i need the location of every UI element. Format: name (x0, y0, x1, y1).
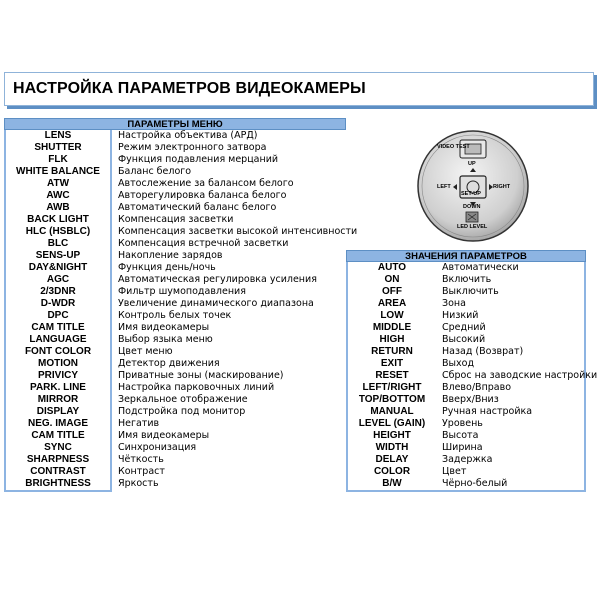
menu-row-key: DISPLAY (36, 406, 80, 417)
menu-row (4, 406, 354, 418)
value-row-key: WIDTH (375, 442, 409, 453)
value-row (346, 358, 586, 370)
joystick-label-right: RIGHT (493, 184, 511, 190)
menu-row (4, 190, 354, 202)
values-header: ЗНАЧЕНИЯ ПАРАМЕТРОВ (346, 250, 586, 262)
menu-row-key: FONT COLOR (24, 346, 92, 357)
menu-row-value: Детектор движения (118, 358, 220, 369)
value-row-value: Цвет (442, 466, 467, 477)
menu-row (4, 166, 354, 178)
menu-row-key: CAM TITLE (31, 430, 85, 441)
menu-row (4, 298, 354, 310)
value-row-key: RETURN (371, 346, 413, 357)
menu-row-value: Синхронизация (118, 442, 197, 453)
joystick-label-video-test: VIDEO TEST (437, 144, 470, 150)
menu-row-value: Чёткость (118, 454, 164, 465)
menu-row-value: Зеркальное отображение (118, 394, 248, 405)
menu-row (4, 466, 354, 478)
menu-row-value: Выбор языка меню (118, 334, 213, 345)
value-row (346, 334, 586, 346)
value-row-value: Включить (442, 274, 492, 285)
menu-row-value: Настройка объектива (АРД) (118, 130, 258, 141)
value-row (346, 418, 586, 430)
menu-row (4, 202, 354, 214)
joystick-label-down: DOWN (463, 204, 481, 210)
value-row-value: Высота (442, 430, 479, 441)
value-row-value: Средний (442, 322, 486, 333)
menu-row-key: D-WDR (40, 298, 76, 309)
menu-row-value: Режим электронного затвора (118, 142, 267, 153)
value-row-value: Низкий (442, 310, 479, 321)
value-row (346, 442, 586, 454)
menu-row-key: MOTION (38, 358, 78, 369)
menu-row-key: NEG. IMAGE (27, 418, 88, 429)
menu-row-key: DPC (47, 310, 69, 321)
menu-row-value: Имя видеокамеры (118, 322, 210, 333)
menu-row (4, 310, 354, 322)
menu-row-key: AWC (46, 190, 70, 201)
menu-row-value: Автослежение за балансом белого (118, 178, 294, 189)
menu-row-key: BLC (47, 238, 69, 249)
menu-row-key: CAM TITLE (31, 322, 85, 333)
joystick-label-setup: SET-UP (461, 191, 481, 197)
menu-row-value: Компенсация встречной засветки (118, 238, 289, 249)
menu-row-key: AWB (46, 202, 70, 213)
value-row-value: Сброс на заводские настройки (442, 370, 598, 381)
menu-row-value: Компенсация засветки высокой интенсивности (118, 226, 358, 237)
menu-row-key: LENS (44, 130, 72, 141)
menu-row-key: SHARPNESS (26, 454, 90, 465)
value-row-value: Ручная настройка (442, 406, 533, 417)
menu-row (4, 418, 354, 430)
value-row (346, 310, 586, 322)
menu-row-key: BRIGHTNESS (25, 478, 91, 489)
menu-row-key: FLK (48, 154, 68, 165)
value-row-value: Зона (442, 298, 466, 309)
value-row-key: DELAY (375, 454, 409, 465)
menu-row-key: ATW (46, 178, 70, 189)
value-row-key: AREA (377, 298, 407, 309)
menu-row-key: DAY&NIGHT (28, 262, 88, 273)
joystick-label-led-level: LED LEVEL (457, 224, 488, 230)
menu-row (4, 442, 354, 454)
menu-row (4, 274, 354, 286)
menu-row-key: CONTRAST (30, 466, 86, 477)
value-row-value: Уровень (442, 418, 483, 429)
menu-row-value: Функция подавления мерцаний (118, 154, 279, 165)
menu-row (4, 286, 354, 298)
menu-row-key: PRIVICY (37, 370, 78, 381)
value-row-value: Задержка (442, 454, 493, 465)
menu-row (4, 430, 354, 442)
value-row (346, 478, 586, 490)
menu-row (4, 238, 354, 250)
value-row-value: Высокий (442, 334, 486, 345)
menu-row (4, 334, 354, 346)
value-row (346, 262, 586, 274)
value-row-key: RESET (375, 370, 409, 381)
menu-row (4, 358, 354, 370)
value-row-value: Выключить (442, 286, 499, 297)
value-row (346, 466, 586, 478)
menu-row-value: Функция день/ночь (118, 262, 216, 273)
menu-row-value: Имя видеокамеры (118, 430, 210, 441)
value-row-value: Вверх/Вниз (442, 394, 499, 405)
value-row-key: HIGH (379, 334, 405, 345)
value-row-key: MIDDLE (372, 322, 412, 333)
menu-row-key: HLC (HSBLC) (25, 226, 91, 237)
menu-row (4, 178, 354, 190)
value-row-key: AUTO (377, 262, 407, 273)
value-row-value: Влево/Вправо (442, 382, 512, 393)
value-row-key: B/W (382, 478, 402, 489)
menu-row (4, 154, 354, 166)
menu-row (4, 370, 354, 382)
value-row-value: Выход (442, 358, 475, 369)
value-row-key: OFF (382, 286, 402, 297)
menu-row-value: Приватные зоны (маскирование) (118, 370, 284, 381)
menu-row-value: Автоматический баланс белого (118, 202, 277, 213)
menu-row-key: AGC (46, 274, 70, 285)
menu-row-value: Контроль белых точек (118, 310, 232, 321)
joystick-label-left: LEFT (437, 184, 451, 190)
menu-row-value: Настройка парковочных линий (118, 382, 275, 393)
menu-row-key: BACK LIGHT (27, 214, 89, 225)
value-row-key: HEIGHT (373, 430, 411, 441)
menu-row-key: SYNC (44, 442, 72, 453)
value-row-key: TOP/BOTTOM (358, 394, 426, 405)
page-title: НАСТРОЙКА ПАРАМЕТРОВ ВИДЕОКАМЕРЫ (13, 80, 366, 97)
value-row (346, 454, 586, 466)
menu-row (4, 142, 354, 154)
menu-row-value: Авторегулировка баланса белого (118, 190, 287, 201)
menu-row (4, 454, 354, 466)
menu-row (4, 346, 354, 358)
menu-row-value: Негатив (118, 418, 160, 429)
menu-row-key: LANGUAGE (29, 334, 87, 345)
menu-row (4, 250, 354, 262)
menu-row (4, 394, 354, 406)
value-row (346, 322, 586, 334)
menu-row-value: Яркость (118, 478, 159, 489)
value-row-value: Ширина (442, 442, 483, 453)
menu-params-list (4, 130, 358, 490)
menu-row (4, 130, 354, 142)
menu-row-value: Цвет меню (118, 346, 173, 357)
value-row-key: LEFT/RIGHT (362, 382, 422, 393)
menu-row-value: Подстройка под монитор (118, 406, 246, 417)
menu-row (4, 478, 354, 490)
value-row-key: MANUAL (370, 406, 414, 417)
menu-row-value: Накопление зарядов (118, 250, 223, 261)
menu-row-value: Контраст (118, 466, 165, 477)
menu-row-value: Компенсация засветки (118, 214, 234, 225)
value-row-value: Назад (Возврат) (442, 346, 524, 357)
value-row-value: Автоматически (442, 262, 519, 273)
menu-row (4, 214, 354, 226)
value-row (346, 274, 586, 286)
title-box (4, 72, 594, 106)
menu-params-header: ПАРАМЕТРЫ МЕНЮ (4, 118, 346, 130)
menu-row (4, 382, 354, 394)
menu-row-key: 2/3DNR (40, 286, 76, 297)
values-list (346, 262, 598, 490)
value-row (346, 370, 598, 382)
menu-row-value: Автоматическая регулировка усиления (118, 274, 317, 285)
menu-row-key: MIRROR (37, 394, 79, 405)
value-row-key: LEVEL (GAIN) (358, 418, 426, 429)
value-row (346, 430, 586, 442)
menu-row (4, 262, 354, 274)
menu-row-key: SENS-UP (35, 250, 81, 261)
value-row-value: Чёрно-белый (442, 478, 508, 489)
menu-row-key: WHITE BALANCE (16, 166, 100, 177)
value-row-key: COLOR (373, 466, 411, 477)
menu-row (4, 322, 354, 334)
joystick-label-up: UP (468, 161, 476, 167)
menu-row-key: SHUTTER (34, 142, 82, 153)
menu-row (4, 226, 358, 238)
value-row (346, 286, 586, 298)
value-row (346, 382, 586, 394)
menu-row-value: Баланс белого (118, 166, 192, 177)
menu-row-key: PARK. LINE (30, 382, 86, 393)
menu-row-value: Фильтр шумоподавления (118, 286, 246, 297)
joystick-diagram (415, 128, 531, 244)
value-row-key: LOW (380, 310, 404, 321)
value-row-key: ON (384, 274, 400, 285)
value-row (346, 298, 586, 310)
value-row (346, 394, 586, 406)
value-row-key: EXIT (380, 358, 404, 369)
value-row (346, 346, 586, 358)
menu-row-value: Увеличение динамического диапазона (118, 298, 314, 309)
value-row (346, 406, 586, 418)
